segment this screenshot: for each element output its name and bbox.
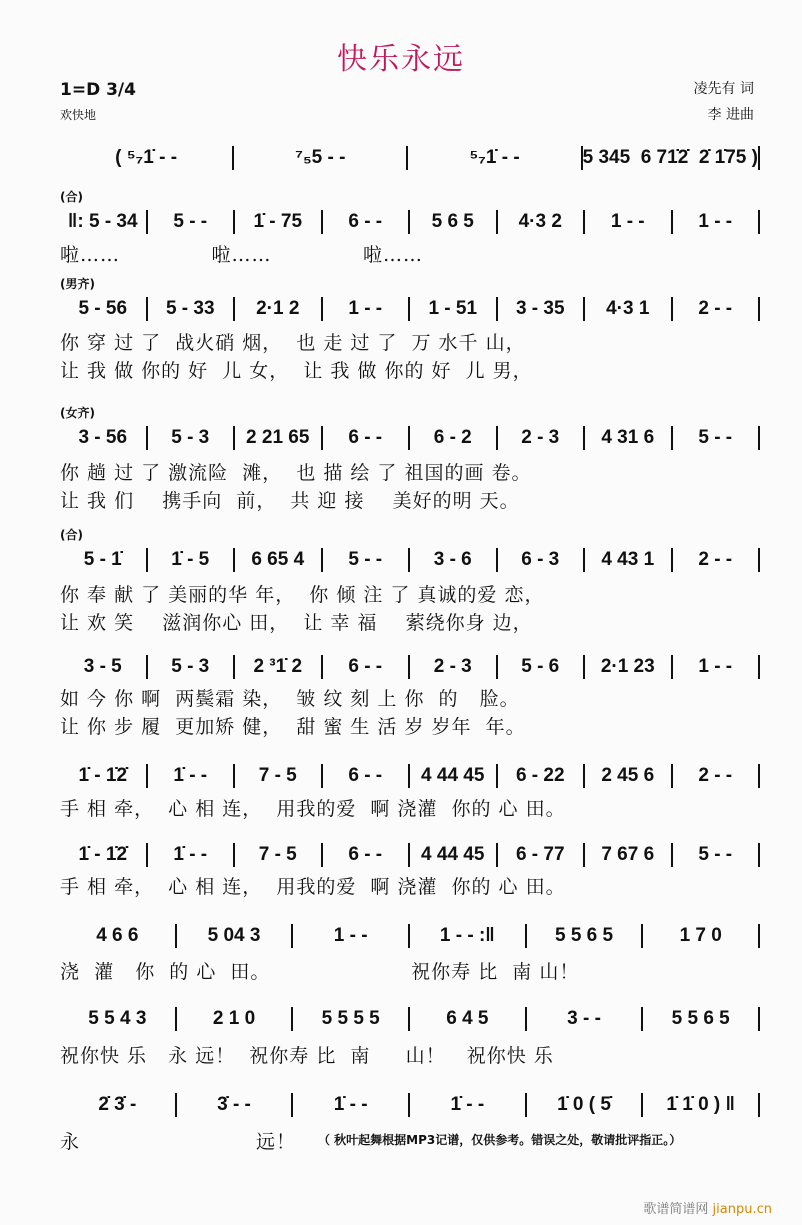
lyrics-line: 如 今 你 啊 两鬓霜 染， 皱 纹 刻 上 你 的 脸。 — [60, 688, 520, 710]
song-title: 快乐永远 — [337, 42, 465, 77]
measure: 1̇ - - — [173, 844, 208, 865]
measure: 1̇ - - — [173, 765, 208, 786]
measure: 4 44 45 — [421, 765, 485, 786]
measure: 6 - 77 — [515, 844, 565, 865]
key-signature: 1=D 3/4 — [60, 80, 136, 100]
notation-row — [60, 1007, 760, 1031]
measure: 2 21 65 — [246, 427, 310, 448]
measure: 5 5 5 5 — [321, 1008, 380, 1029]
measure: 1̇ 0 ( 5̇ — [557, 1094, 611, 1115]
notation-row — [60, 843, 760, 867]
measure: 1 - - — [698, 211, 733, 232]
measure: 3 - - — [567, 1008, 601, 1029]
bar-line — [758, 843, 760, 867]
measure: 1̇ - 75 — [253, 211, 303, 232]
measure: 6 - 2 — [433, 427, 472, 448]
measure: 1 - - — [333, 925, 368, 946]
footnote: （ 秋叶起舞根据MP3记谱，仅供参考。错误之处，敬请批评指正。） — [318, 1133, 682, 1147]
measure: 2·1 2 — [256, 298, 300, 319]
notation-row — [60, 548, 760, 572]
bar-line — [758, 655, 760, 679]
measure: 4 44 45 — [421, 844, 485, 865]
measure: 5 - 33 — [165, 298, 215, 319]
measure: ⁵₇1̇ - - — [469, 147, 520, 168]
measure: 2 - - — [698, 298, 733, 319]
bar-line — [758, 548, 760, 572]
measure: 6 - - — [348, 211, 383, 232]
watermark-cn: 歌谱简谱网 — [643, 1202, 709, 1217]
measure: 1 - - — [610, 211, 645, 232]
measure: ⁷₅5 - - — [295, 147, 346, 168]
measure: 4 6 6 — [96, 925, 139, 946]
tempo-marking: 欢快地 — [60, 108, 97, 122]
measure: 1̇ 1̇ 0 ) ‖ — [666, 1094, 735, 1115]
lyrics-line: 祝你快 乐 永 远！ 祝你寿 比 南 山！ 祝你快 乐 — [60, 1045, 554, 1067]
measure: 2 - - — [698, 549, 733, 570]
measure: 2 - 3 — [433, 656, 472, 677]
lyrics-line: 你 趟 过 了 激流险 滩， 也 描 绘 了 祖国的画 卷。 — [60, 462, 532, 484]
measure: 1 - - :‖ — [439, 925, 495, 946]
bar-line — [758, 146, 760, 170]
measure: 5 - - — [698, 844, 733, 865]
lyrics-line: 啦…… 啦…… 啦…… — [60, 244, 424, 266]
measure: 4 43 1 — [601, 549, 655, 570]
measure: 5 - - — [348, 549, 383, 570]
measure: 1̇ - 5 — [171, 549, 210, 570]
measure: 4·3 2 — [518, 211, 562, 232]
measure: 4·3 1 — [606, 298, 650, 319]
notation-row — [60, 1093, 760, 1117]
measure: 5 04 3 — [207, 925, 261, 946]
measure: 5 - 3 — [171, 427, 210, 448]
measure: 7 - 5 — [258, 765, 297, 786]
measure: 3 - 5 — [83, 656, 122, 677]
measure: 5 - 6 — [521, 656, 560, 677]
measure: 5 345 6 71̇2̇ 2̇ 1̇75 ) — [582, 147, 758, 168]
measure: 4 31 6 — [601, 427, 655, 448]
notation-row — [60, 655, 760, 679]
measure: 6 65 4 — [251, 549, 305, 570]
part-label: (合) — [60, 190, 83, 204]
lyricist: 凌先有 词 — [693, 81, 754, 97]
notation-row — [60, 146, 760, 170]
measure: 5 5 6 5 — [671, 1008, 730, 1029]
lyrics-line: 你 穿 过 了 战火硝 烟， 也 走 过 了 万 水千 山， — [60, 332, 526, 354]
lyrics-line: 你 奉 献 了 美丽的华 年， 你 倾 注 了 真诚的爱 恋， — [60, 584, 545, 606]
lyrics-line: 让 我 们 携手向 前， 共 迎 接 美好的明 天。 — [60, 490, 520, 512]
measure: 2 - 3 — [521, 427, 560, 448]
measure: 5 5 4 3 — [88, 1008, 147, 1029]
part-label: (女齐) — [60, 406, 95, 420]
measure: 2 45 6 — [601, 765, 655, 786]
measure: 3̇ - - — [217, 1094, 251, 1115]
measure: 5 6 5 — [431, 211, 474, 232]
measure: 6 - - — [348, 427, 383, 448]
measure: 5 - 56 — [78, 298, 128, 319]
measure: 1̇ - - — [333, 1094, 368, 1115]
measure: 1̇ - 1̇2̇ — [78, 844, 128, 865]
measure: 5 - 3 — [171, 656, 210, 677]
measure: 6 4 5 — [446, 1008, 489, 1029]
measure: 5 - - — [173, 211, 208, 232]
measure: 7 67 6 — [601, 844, 655, 865]
measure: 6 - - — [348, 765, 383, 786]
notation-row — [60, 426, 760, 450]
measure: 5 - 1̇ — [83, 549, 122, 570]
measure: 6 - - — [348, 656, 383, 677]
measure: 6 - 3 — [521, 549, 560, 570]
bar-line — [758, 1007, 760, 1031]
measure: 6 - - — [348, 844, 383, 865]
measure: 2 1 0 — [212, 1008, 256, 1029]
measure: 2·1 23 — [600, 656, 655, 677]
lyrics-line: 让 我 做 你的 好 儿 女， 让 我 做 你的 好 儿 男， — [60, 360, 533, 382]
lyrics-line: 让 欢 笑 滋润你心 田， 让 幸 福 萦绕你身 边， — [60, 612, 533, 634]
measure: 1 - - — [348, 298, 383, 319]
bar-line — [758, 1093, 760, 1117]
measure: 1 7 0 — [679, 925, 722, 946]
notation-row — [60, 210, 760, 234]
lyrics-line: 让 你 步 履 更加矫 健， 甜 蜜 生 活 岁 岁年 年。 — [60, 716, 526, 738]
measure: 1 - - — [698, 656, 733, 677]
measure: 1̇ - - — [450, 1094, 485, 1115]
part-label: (男齐) — [60, 277, 95, 291]
measure: ( ⁵₇1̇ - - — [115, 147, 178, 168]
measure: ‖: 5 - 34 — [67, 211, 138, 232]
measure: 2 ³1̇ 2 — [253, 656, 303, 677]
measure: 3 - 56 — [78, 427, 128, 448]
composer: 李 进曲 — [707, 107, 754, 123]
measure: 6 - 22 — [515, 765, 565, 786]
measure: 7 - 5 — [258, 844, 297, 865]
measure: 3 - 6 — [433, 549, 472, 570]
notation-row — [60, 924, 760, 948]
part-label: (合) — [60, 528, 83, 542]
bar-line — [758, 924, 760, 948]
lyrics-line: 手 相 牵， 心 相 连， 用我的爱 啊 浇灌 你的 心 田。 — [60, 798, 566, 820]
notation-row — [60, 764, 760, 788]
measure: 5 - - — [698, 427, 733, 448]
bar-line — [758, 297, 760, 321]
lyrics-line: 手 相 牵， 心 相 连， 用我的爱 啊 浇灌 你的 心 田。 — [60, 876, 566, 898]
bar-line — [758, 764, 760, 788]
measure: 1̇ - 1̇2̇ — [78, 765, 128, 786]
lyrics-line: 浇 灌 你 的 心 田。 祝你寿 比 南 山！ — [60, 961, 580, 983]
lyrics-line: 永 远！ — [60, 1131, 296, 1153]
measure: 2 - - — [698, 765, 733, 786]
measure: 5 5 6 5 — [554, 925, 614, 946]
watermark-en: jianpu.cn — [712, 1202, 772, 1217]
measure: 3 - 35 — [515, 298, 565, 319]
bar-line — [758, 426, 760, 450]
notation-row — [60, 297, 760, 321]
measure: 2̇ 3̇ - — [98, 1094, 137, 1115]
watermark — [643, 1198, 772, 1217]
bar-line — [758, 210, 760, 234]
measure: 1 - 51 — [428, 298, 478, 319]
